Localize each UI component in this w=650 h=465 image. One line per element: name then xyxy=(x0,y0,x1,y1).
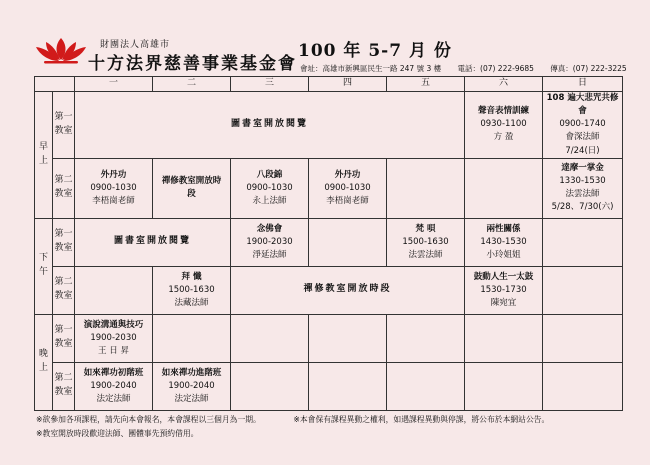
empty-cell xyxy=(231,362,309,410)
class-time: 1900-2040 xyxy=(168,380,215,391)
empty-cell xyxy=(543,362,623,410)
footnotes xyxy=(36,413,549,441)
schedule-table xyxy=(34,76,623,411)
class-title: 八段錦 xyxy=(256,169,283,180)
day-tue: 二 xyxy=(153,77,231,92)
empty-cell xyxy=(309,218,387,266)
room1-label: 第一教室 xyxy=(53,91,75,158)
empty-cell xyxy=(75,266,153,314)
empty-cell xyxy=(387,362,465,410)
class-teacher: 淨延法師 xyxy=(252,249,287,260)
class-title: 達摩一掌金 xyxy=(561,162,604,173)
empty-cell xyxy=(465,158,543,218)
contact-line xyxy=(300,63,641,74)
class-title: 禪修教室開放時段 xyxy=(161,176,222,200)
period-morning-label: 早 上 xyxy=(38,141,48,166)
class-note: 5/28、7/30(六) xyxy=(551,202,614,213)
class-teacher: 永上法師 xyxy=(252,195,287,206)
day-wed: 三 xyxy=(231,77,309,92)
room2-label: 第二教室 xyxy=(53,266,75,314)
lotus-logo-icon xyxy=(34,36,88,64)
period-afternoon-label: 下 午 xyxy=(38,253,48,278)
class-title: 兩性關係 xyxy=(486,223,521,234)
empty-cell xyxy=(543,314,623,362)
room1-label: 第一教室 xyxy=(53,314,75,362)
library-open-am: 圖書室開放閱覽 xyxy=(75,91,465,158)
class-teacher: 法雲法師 xyxy=(408,249,443,260)
class-ev2-tue xyxy=(153,362,231,410)
class-time: 0900-1030 xyxy=(246,182,293,193)
class-am1-sun xyxy=(543,91,623,158)
class-time: 1900-2030 xyxy=(90,332,137,343)
room2-label: 第二教室 xyxy=(53,158,75,218)
class-title: 聲音表情訓練 xyxy=(477,106,529,117)
empty-cell xyxy=(465,314,543,362)
class-pm2-sat xyxy=(465,266,543,314)
class-pm1-wed xyxy=(231,218,309,266)
period-evening-label: 晚 上 xyxy=(38,349,48,374)
class-title: 演說溝通與技巧 xyxy=(83,319,144,330)
class-title: 如來禪功初階班 xyxy=(83,367,144,378)
class-teacher: 小玲姐姐 xyxy=(486,249,521,260)
library-open-pm: 圖書室開放閱覽 xyxy=(75,218,231,266)
address: 會址：高雄市新興區民生一路 247 號 3 樓 xyxy=(300,64,442,73)
room2-label: 第二教室 xyxy=(53,362,75,410)
period-afternoon xyxy=(35,218,53,314)
class-time: 0900-1030 xyxy=(324,182,371,193)
class-time: 1530-1730 xyxy=(480,284,527,295)
empty-cell xyxy=(231,314,309,362)
empty-cell xyxy=(153,314,231,362)
note-registration: ※欲參加各項課程，請先向本會報名，本會課程以三個月為一期。 xyxy=(36,415,261,424)
class-pm2-tue xyxy=(153,266,231,314)
empty-cell xyxy=(543,218,623,266)
class-time: 1900-2030 xyxy=(246,236,293,247)
class-teacher: 法定法師 xyxy=(96,393,131,404)
class-note: 7/24(日) xyxy=(565,145,600,156)
day-header-row xyxy=(35,77,623,92)
class-title: 念佛會 xyxy=(256,223,283,234)
class-am1-sat xyxy=(465,91,543,158)
empty-cell xyxy=(309,314,387,362)
class-time: 1500-1630 xyxy=(402,236,449,247)
class-am2-thu xyxy=(309,158,387,218)
class-time: 1500-1630 xyxy=(168,284,215,295)
corner-cell xyxy=(35,77,75,92)
empty-cell xyxy=(309,362,387,410)
period-evening xyxy=(35,314,53,410)
class-teacher: 王 日 昇 xyxy=(98,345,129,356)
class-title: 外丹功 xyxy=(100,169,127,180)
class-teacher: 會深法師 xyxy=(565,132,600,143)
class-am2-sun xyxy=(543,158,623,218)
empty-cell xyxy=(387,314,465,362)
class-am2-tue xyxy=(153,158,231,218)
class-title: 如來禪功進階班 xyxy=(161,367,222,378)
day-sun: 日 xyxy=(543,77,623,92)
empty-cell xyxy=(465,362,543,410)
class-title: 108 遍大悲咒共修會 xyxy=(546,92,619,117)
phone: 電話：(07) 222-9685 xyxy=(457,64,534,73)
class-teacher: 法雲法師 xyxy=(565,189,600,200)
class-time: 1430-1530 xyxy=(480,236,527,247)
org-subtitle: 財團法人高雄市 xyxy=(100,40,171,50)
class-title: 外丹功 xyxy=(334,169,361,180)
class-teacher: 陳宛宜 xyxy=(490,297,517,308)
class-time: 1330-1530 xyxy=(559,176,606,187)
class-ev2-mon xyxy=(75,362,153,410)
day-sat: 六 xyxy=(465,77,543,92)
class-pm1-sat xyxy=(465,218,543,266)
class-teacher: 法定法師 xyxy=(174,393,209,404)
class-title: 拜 懺 xyxy=(181,271,202,282)
fax: 傳真：(07) 222-3225 xyxy=(550,64,627,73)
meditation-open-pm: 禪修教室開放時段 xyxy=(231,266,465,314)
class-time: 0900-1740 xyxy=(559,119,606,130)
empty-cell xyxy=(543,266,623,314)
class-title: 梵 唄 xyxy=(415,223,436,234)
org-name: 十方法界慈善事業基金會 xyxy=(88,54,297,74)
class-am2-wed xyxy=(231,158,309,218)
day-thu: 四 xyxy=(309,77,387,92)
class-teacher: 方 盈 xyxy=(493,132,514,143)
class-pm1-fri xyxy=(387,218,465,266)
period-morning xyxy=(35,91,53,218)
class-teacher: 李梧崗老師 xyxy=(326,195,369,206)
class-time: 1900-2040 xyxy=(90,380,137,391)
class-title: 鼓動人生一太鼓 xyxy=(473,271,534,282)
header xyxy=(0,0,650,76)
class-teacher: 法藏法師 xyxy=(174,297,209,308)
class-ev1-mon xyxy=(75,314,153,362)
day-fri: 五 xyxy=(387,77,465,92)
class-time: 0930-1100 xyxy=(480,119,527,130)
class-am2-mon xyxy=(75,158,153,218)
day-mon: 一 xyxy=(75,77,153,92)
empty-cell xyxy=(387,158,465,218)
note-booking: ※教室開放時段歡迎法師、團體事先預約借用。 xyxy=(36,429,199,438)
room1-label: 第一教室 xyxy=(53,218,75,266)
class-time: 0900-1030 xyxy=(90,182,137,193)
note-changes: ※本會保有課程異動之權利，如遇課程異動與停課，將公布於本網站公告。 xyxy=(293,415,550,424)
class-teacher: 李梧崗老師 xyxy=(92,195,135,206)
schedule-title: 100 年 5-7 月 份 xyxy=(298,41,452,61)
